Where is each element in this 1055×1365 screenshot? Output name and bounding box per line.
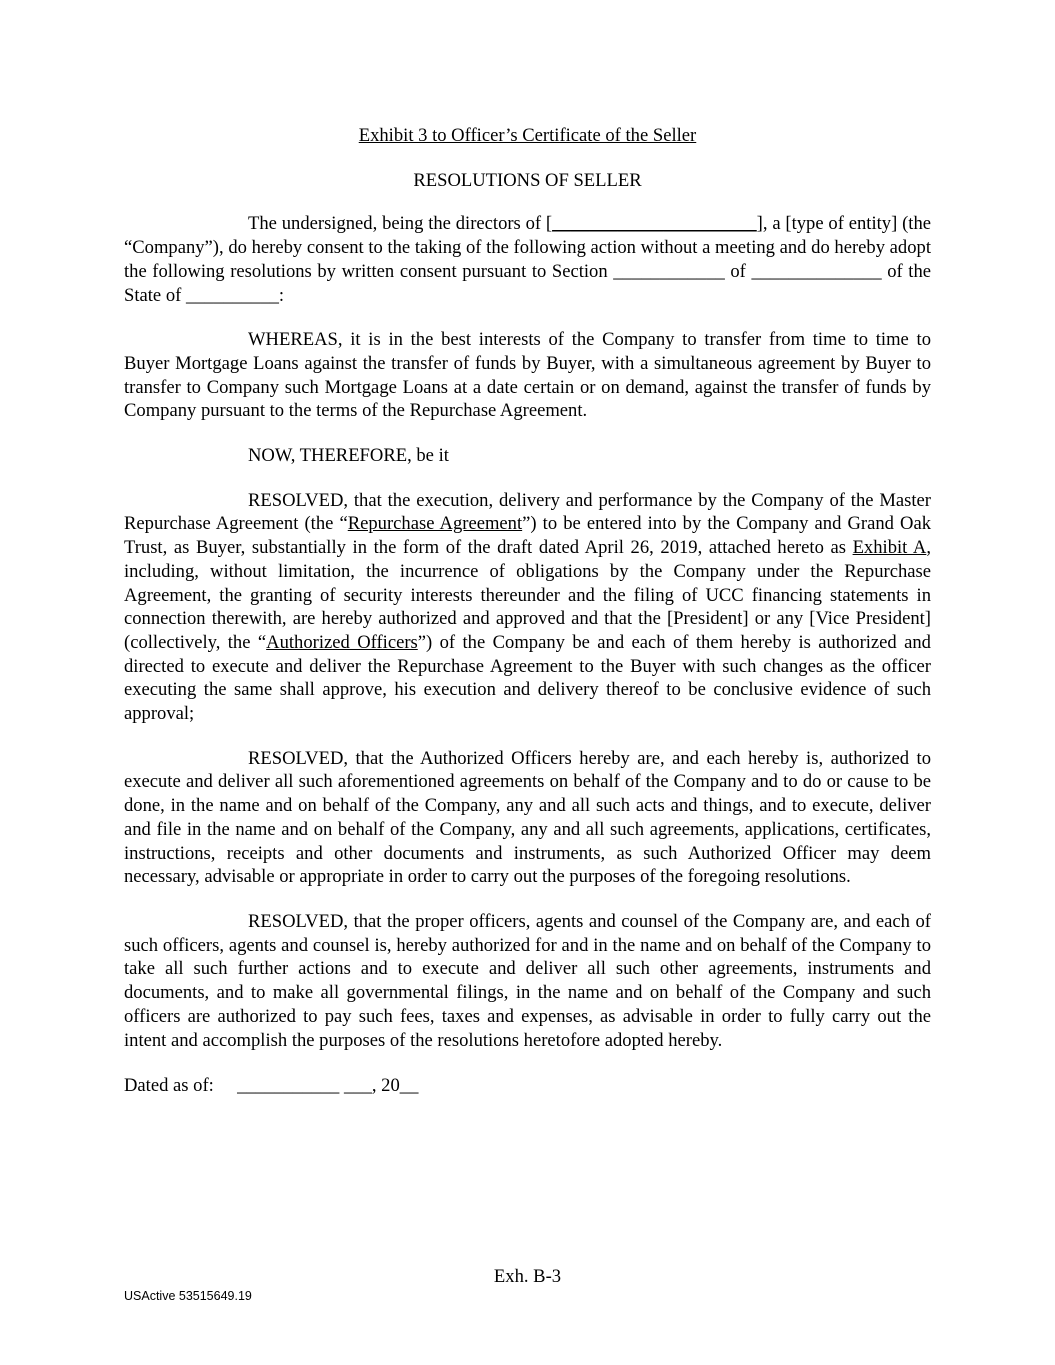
exhibit-title: Exhibit 3 to Officer’s Certificate of the Seller [358,125,697,146]
document-body [124,124,931,1098]
dated-line: Dated as of: ___________ ___, 20__ [124,1075,419,1097]
whereas-paragraph: WHEREAS, it is in the best interests of the Company to transfer from time to time to Buyer Mortgage Loans against the transfer of funds by Buyer, with a simultaneous agreement by Buyer to transfer to Company such Mortgage Loans at a date certain or on demand, against the transfer of funds by Company pursuant to the terms of the Repurchase Agreement. [124,329,931,422]
resolved-1-text-1: RESOLVED, that the execution, delivery and performance by the Company of the Master Repurchase Agreement (the “ [124,489,931,535]
entity-name-blank: ______________________ [552,213,757,235]
resolved-1-text-2: ”) to be entered into by the Company and Grand Oak Trust, as Buyer, substantially in the form of the draft dated April 26, 2019, attached hereto as [124,513,931,559]
exhibit-a-reference: Exhibit A [852,537,927,559]
intro-paragraph [124,212,931,307]
document-id: USActive 53515649.19 [124,1289,252,1303]
intro-text-1: The undersigned, being the directors of [ [248,213,553,235]
resolved-1-text-4: ”) of the Company be and each of them hereby is authorized and directed to execute and deliver the Repurchase Agreement to the Buyer with such changes as the officer executing the same shall approve, his execution and delivery thereof to be conclusive evidence of such approval; [124,631,931,725]
now-therefore-paragraph: NOW, THEREFORE, be it [248,445,449,467]
resolved-paragraph-1 [124,489,931,726]
defined-term-authorized-officers: Authorized Officers [266,631,418,653]
resolved-1-text-3: , including, without limitation, the incurrence of obligations by the Company under the Repurchase Agreement, the granting of security interests thereunder and the filing of UCC financing statements in connection therewith, are hereby authorized and approved and that the [President] or any [Vice President] (collectively, the “ [124,537,931,653]
resolved-paragraph-2: RESOLVED, that the Authorized Officers hereby are, and each hereby is, authorized to execute and deliver all such aforementioned agreements on behalf of the Company and to do or cause to be done, in the name and on behalf of the Company, any and all such acts and things, and to execute, deliver and file in the name and on behalf of the Company, any and all such agreements, applications, certificates, instructions, receipts and other documents and instruments, as such Authorized Officer may deem necessary, advisable or appropriate in order to carry out the purposes of the foregoing resolutions. [124,747,931,888]
page-number: Exh. B-3 [493,1266,562,1287]
intro-text-2: ], a [type of entity] (the “Company”), do hereby consent to the taking of the following action without a meeting and do hereby adopt the following resolutions by written consent pursuant to Section ____________ of ______________ of the State of __________: [124,213,931,306]
defined-term-repurchase-agreement: Repurchase Agreement [347,513,523,535]
resolved-paragraph-3: RESOLVED, that the proper officers, agents and counsel of the Company are, and each of such officers, agents and counsel is, hereby authorized for and in the name and on behalf of the Company to take all such further actions and to execute and deliver all such other agreements, instruments and documents, and to make all governmental filings, in the name and on behalf of the Company and such officers are authorized to pay such fees, taxes and expenses, as advisable in order to fully carry out the intent and accomplish the purposes of the resolutions heretofore adopted hereby. [124,910,931,1051]
resolutions-heading: RESOLUTIONS OF SELLER [413,169,642,191]
